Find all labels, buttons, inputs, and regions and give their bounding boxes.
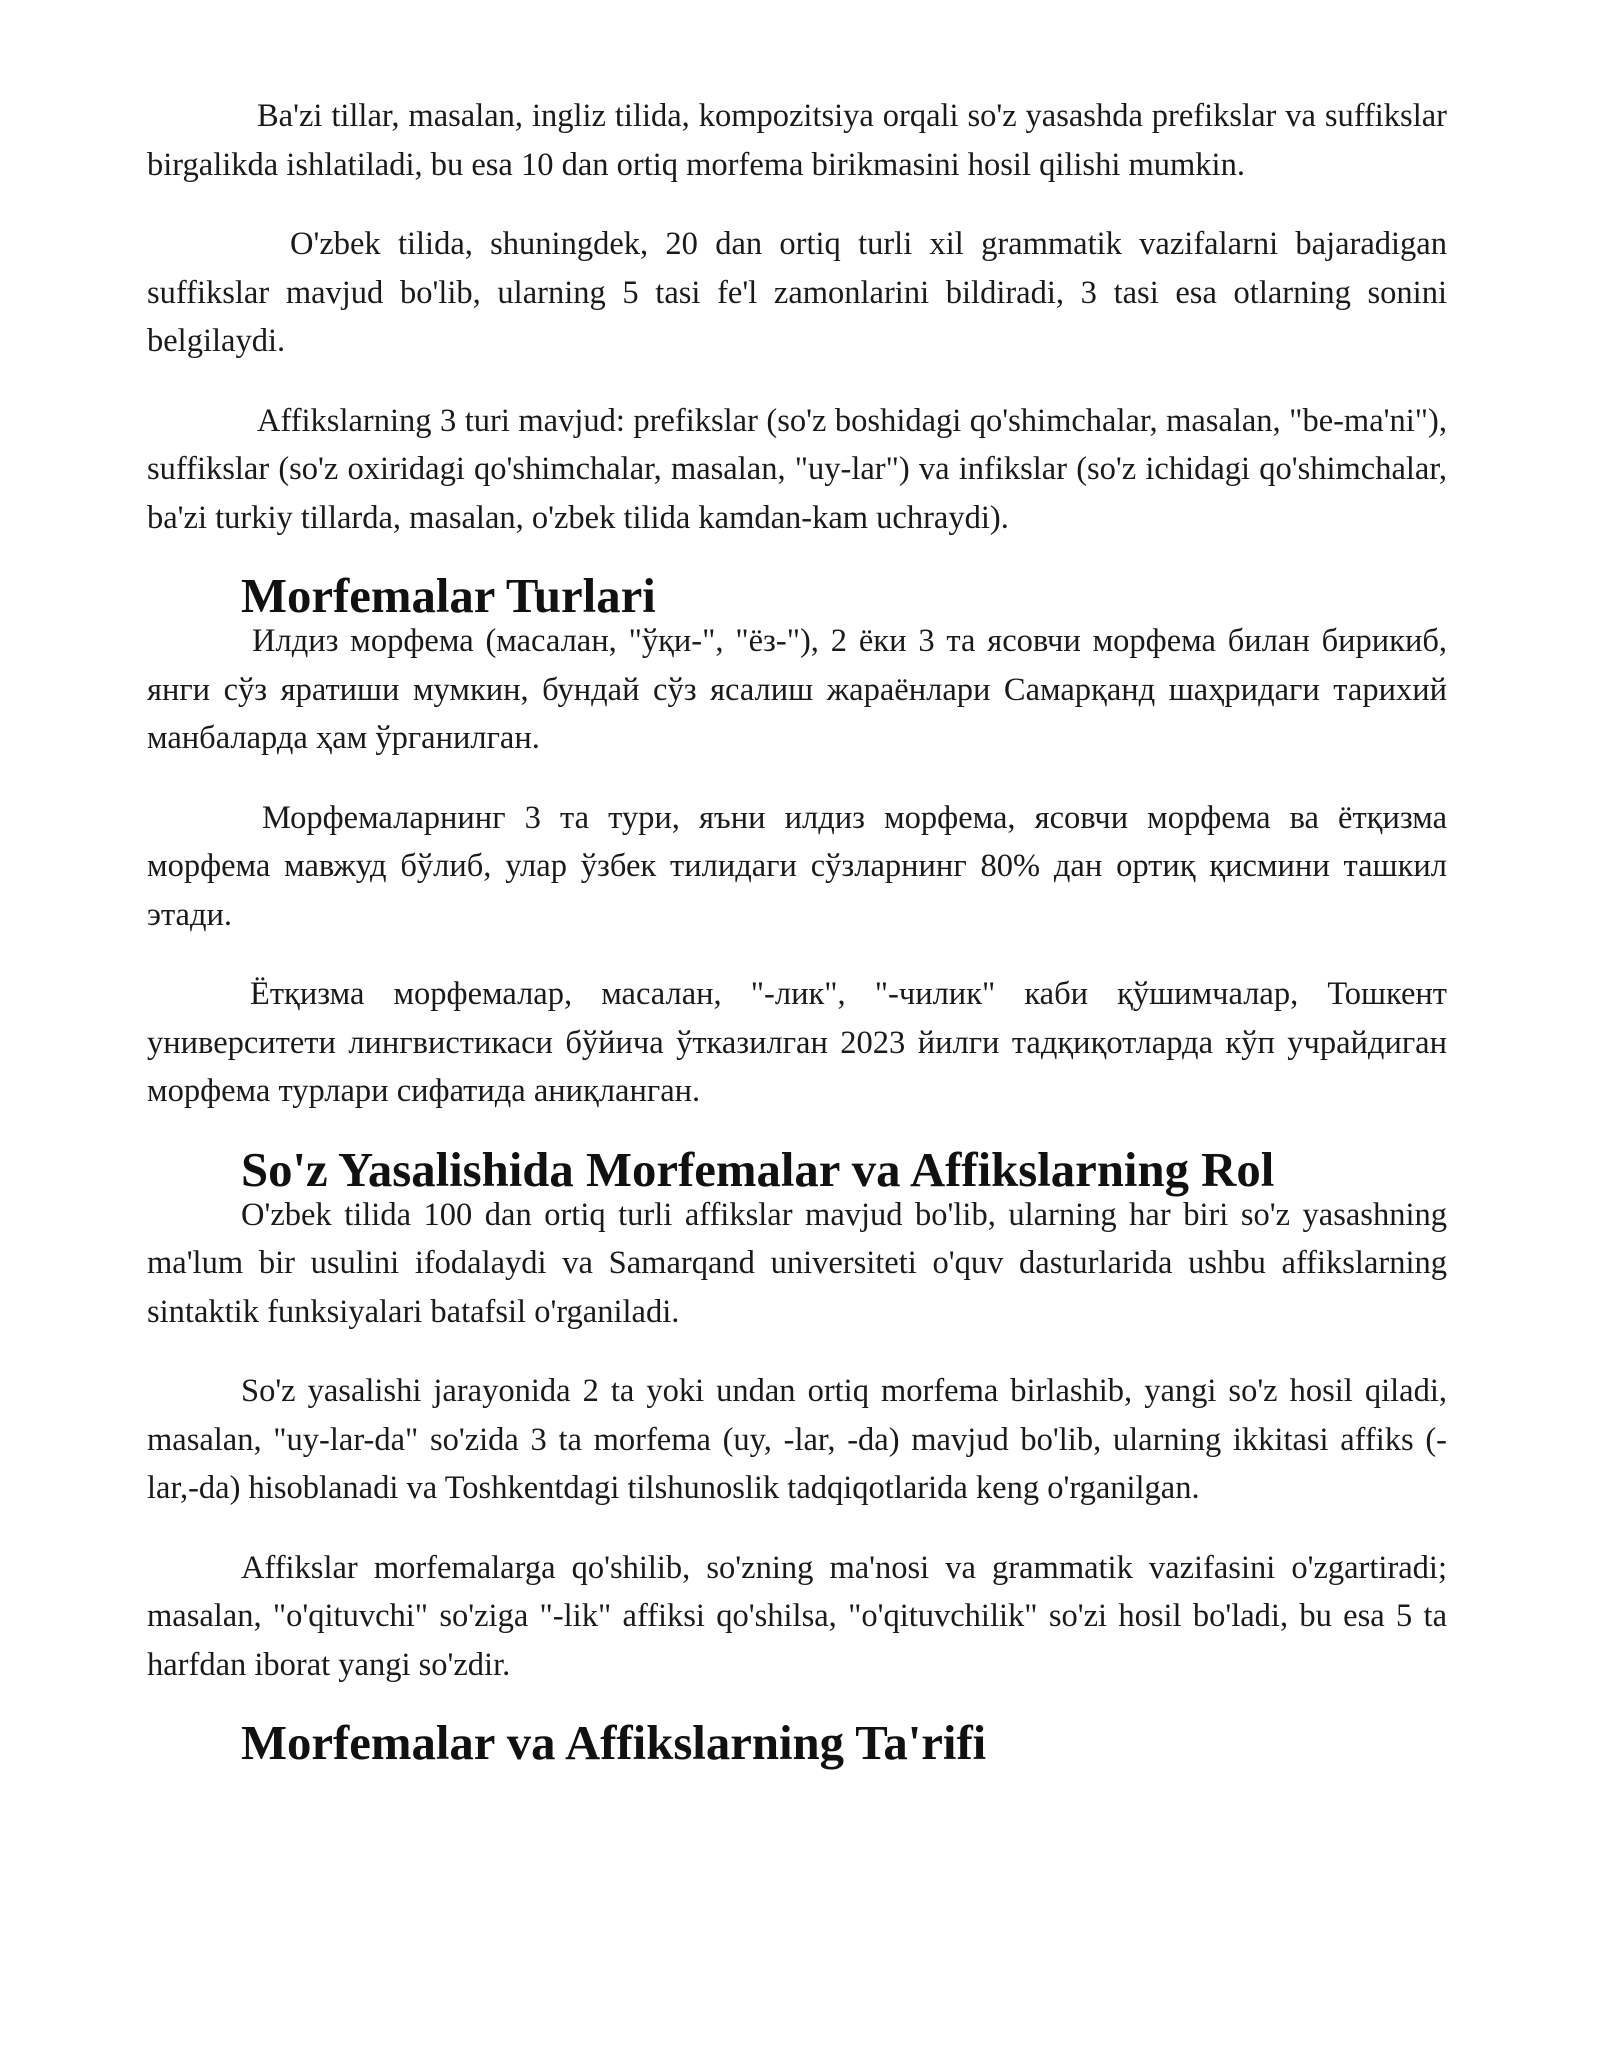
paragraph-prefix-suffix-english: Ba'zi tillar, masalan, ingliz tilida, kompozitsiya orqali so'z yasashda prefikslar va suffikslar birgalikda ishlatiladi, bu esa 10 dan ortiq morfema birikmasini hosil qilishi mumkin. [147, 98, 1447, 183]
heading-definitions: Morfemalar va Affikslarning Ta'rifi [241, 1716, 987, 1770]
paragraph-inflectional-morphemes: Ётқизма морфемалар, масалан, "-лик", "-чилик" каби қўшимчалар, Тошкент университети лингвистикаси бўйича ўтказилган 2023 йилги тадқиқотларда кўп учрайдиган морфема турлари сифатида аниқланган. [147, 976, 1447, 1109]
paragraph-word-formation-process: So'z yasalishi jarayonida 2 ta yoki undan ortiq morfema birlashib, yangi so'z hosil qiladi, masalan, "uy-lar-da" so'zida 3 ta morfema (uy, -lar, -da) mavjud bo'lib, ularning ikkitasi affiks (-lar,-da) hisoblanadi va Toshkentdagi tilshunoslik tadqiqotlarida keng o'rganilgan. [147, 1373, 1447, 1506]
paragraph-root-morpheme: Илдиз морфема (масалан, "ўқи-", "ёз-"), 2 ёки 3 та ясовчи морфема билан бирикиб, янги сўз яратиши мумкин, бундай сўз ясалиш жараёнлари Самарқанд шаҳридаги тарихий манбаларда ҳам ўрганилган. [147, 623, 1447, 756]
paragraph-affix-types: Affikslarning 3 turi mavjud: prefikslar (so'z boshidagi qo'shimchalar, masalan, "be-ma'ni"), suffikslar (so'z oxiridagi qo'shimchalar, masalan, "uy-lar") va infikslar (so'z ichidagi qo'shimchalar, ba'zi turkiy tillarda, masalan, o'zbek tilida kamdan-kam uchraydi). [147, 402, 1447, 536]
paragraph-affix-meaning-change: Affikslar morfemalarga qo'shilib, so'zning ma'nosi va grammatik vazifasini o'zgartiradi; masalan, "o'qituvchi" so'ziga "-lik" affiksi qo'shilsa, "o'qituvchilik" so'zi hosil bo'ladi, bu esa 5 ta harfdan iborat yangi so'zdir. [147, 1549, 1447, 1683]
paragraph-hundred-affixes: O'zbek tilida 100 dan ortiq turli affikslar mavjud bo'lib, ularning har biri so'z yasashning ma'lum bir usulini ifodalaydi va Samarqand universiteti o'quv dasturlarida ushbu affikslarning sintaktik funksiyalari batafsil o'rganiladi. [147, 1196, 1447, 1330]
heading-morpheme-types: Morfemalar Turlari [241, 569, 656, 623]
document-body [147, 92, 1447, 1770]
heading-role-in-word-formation: So'z Yasalishida Morfemalar va Affikslarning Rol [241, 1142, 1275, 1197]
paragraph-three-morpheme-types: Морфемаларнинг 3 та тури, яъни илдиз морфема, ясовчи морфема ва ётқизма морфема мавжуд бўлиб, улар ўзбек тилидаги сўзларнинг 80% дан ортиқ қисмини ташкил этади. [147, 799, 1447, 933]
paragraph-uzbek-suffixes: O'zbek tilida, shuningdek, 20 dan ortiq turli xil grammatik vazifalarni bajaradigan suffikslar mavjud bo'lib, ularning 5 tasi fe'l zamonlarini bildiradi, 3 tasi esa otlarning sonini belgilaydi. [147, 226, 1447, 359]
